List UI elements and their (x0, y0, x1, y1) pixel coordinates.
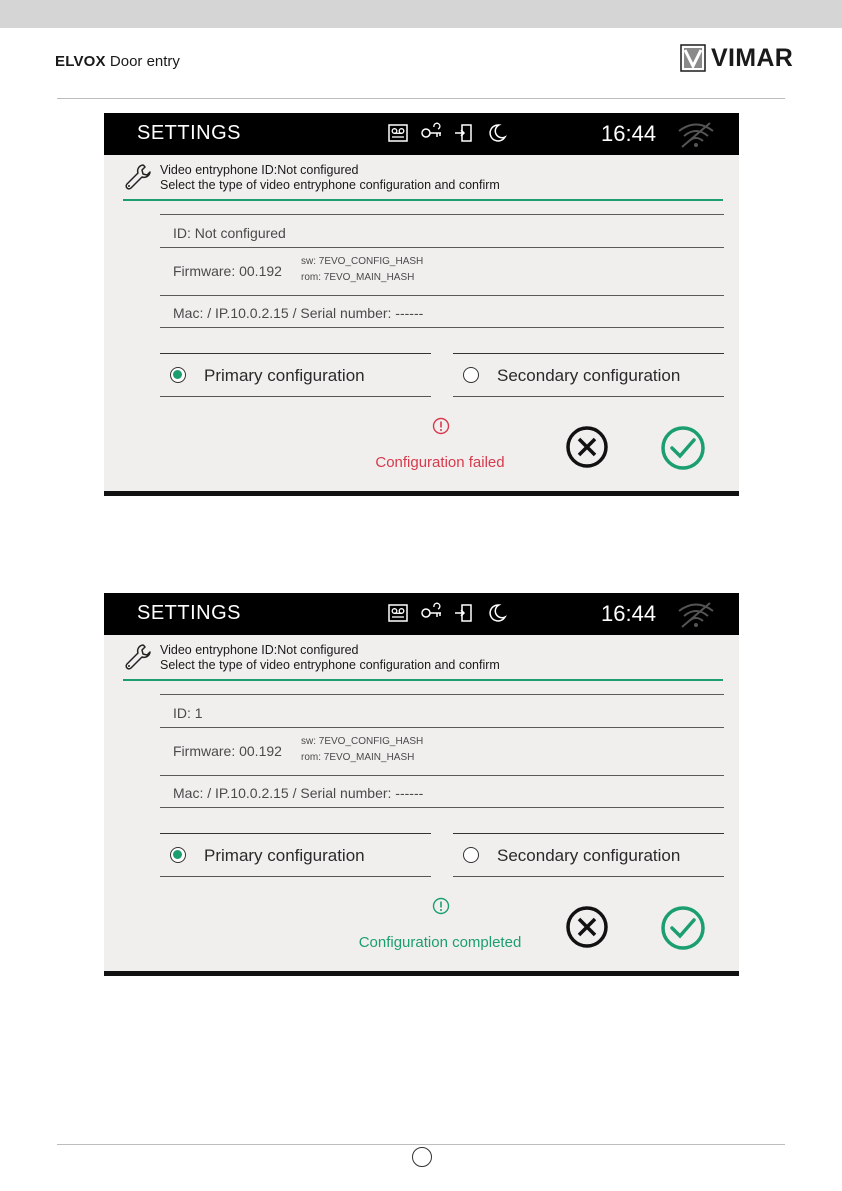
secondary-config-option[interactable] (453, 833, 724, 877)
answering-machine-icon (387, 602, 409, 624)
vimar-logo-icon (680, 44, 706, 72)
clock: 16:44 (601, 601, 657, 626)
firmware-row (160, 247, 724, 296)
rom-hash: rom: 7EVO_MAIN_HASH (301, 272, 415, 283)
network-row (160, 295, 724, 328)
firmware-version: Firmware: 00.192 (173, 263, 282, 279)
answering-machine-icon (387, 122, 409, 144)
key-icon (420, 122, 442, 144)
rom-hash: rom: 7EVO_MAIN_HASH (301, 752, 415, 763)
page-marker (412, 1147, 432, 1167)
status-bar (104, 593, 739, 635)
status-message: Configuration failed (375, 454, 505, 471)
firmware-version: Firmware: 00.192 (173, 743, 282, 759)
primary-config-label: Primary configuration (204, 846, 365, 865)
header-accent-line (123, 679, 723, 681)
wifi-off-icon (676, 601, 716, 629)
id-row (160, 694, 724, 728)
screen-title: SETTINGS (137, 122, 242, 144)
header-instruction: Select the type of video entryphone configuration and confirm (160, 178, 500, 192)
header-id-status: Video entryphone ID:Not configured (160, 163, 359, 177)
firmware-row (160, 727, 724, 776)
settings-screen-completed (104, 593, 739, 976)
primary-config-label: Primary configuration (204, 366, 365, 385)
primary-config-option[interactable] (160, 833, 431, 877)
status-icons (387, 602, 508, 624)
confirm-button[interactable] (660, 905, 706, 951)
confirm-button[interactable] (660, 425, 706, 471)
network-info: Mac: / IP.10.0.2.15 / Serial number: ------ (173, 305, 424, 321)
footer-divider (57, 1144, 785, 1145)
key-icon (420, 602, 442, 624)
sw-hash: sw: 7EVO_CONFIG_HASH (301, 736, 424, 747)
header-instruction: Select the type of video entryphone configuration and confirm (160, 658, 500, 672)
header-id-status: Video entryphone ID:Not configured (160, 643, 359, 657)
primary-radio[interactable] (170, 847, 186, 863)
primary-radio[interactable] (170, 367, 186, 383)
id-value: ID: Not configured (173, 225, 286, 241)
secondary-config-label: Secondary configuration (497, 366, 681, 385)
wifi-off-icon (676, 121, 716, 149)
cancel-button[interactable] (565, 905, 609, 949)
network-info: Mac: / IP.10.0.2.15 / Serial number: ------ (173, 785, 424, 801)
status-icons (387, 122, 508, 144)
info-icon (432, 897, 450, 915)
sw-hash: sw: 7EVO_CONFIG_HASH (301, 256, 424, 267)
secondary-config-option[interactable] (453, 353, 724, 397)
moon-icon (486, 122, 508, 144)
settings-screen-failed (104, 113, 739, 496)
alert-icon (432, 417, 450, 435)
header-accent-line (123, 199, 723, 201)
cancel-button[interactable] (565, 425, 609, 469)
secondary-radio[interactable] (463, 847, 479, 863)
id-row (160, 214, 724, 248)
header-divider (57, 98, 785, 99)
status-message: Configuration completed (358, 934, 522, 951)
screen-title: SETTINGS (137, 602, 242, 624)
wrench-icon (122, 641, 154, 673)
vimar-logo (680, 44, 793, 72)
door-entry-icon (453, 122, 475, 144)
brand-title: ELVOX Door entry (55, 53, 180, 70)
clock: 16:44 (601, 121, 657, 146)
status-bar (104, 113, 739, 155)
id-value: ID: 1 (173, 705, 203, 721)
moon-icon (486, 602, 508, 624)
primary-config-option[interactable] (160, 353, 431, 397)
vimar-logo-text: VIMAR (711, 43, 794, 72)
door-entry-icon (453, 602, 475, 624)
network-row (160, 775, 724, 808)
secondary-radio[interactable] (463, 367, 479, 383)
top-band (0, 0, 842, 28)
secondary-config-label: Secondary configuration (497, 846, 681, 865)
wrench-icon (122, 161, 154, 193)
